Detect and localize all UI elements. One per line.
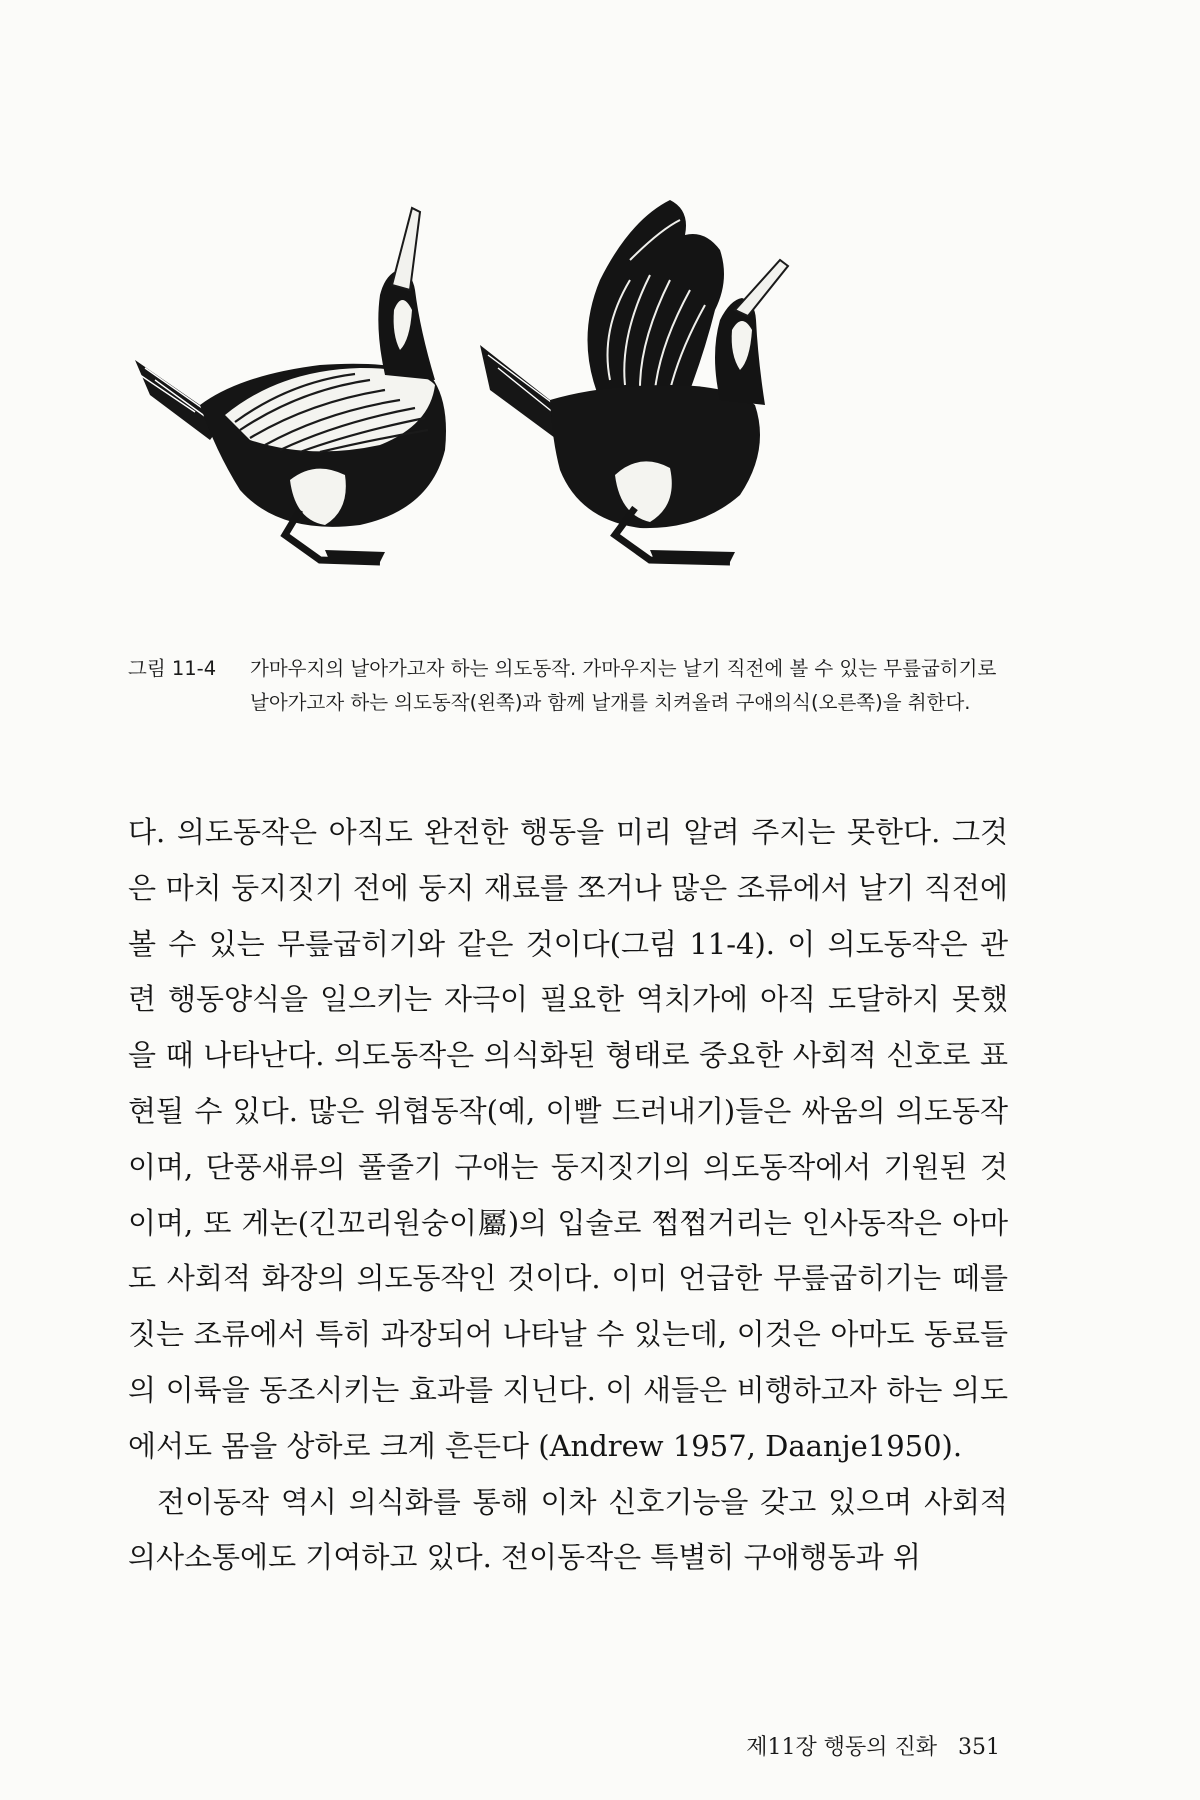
page-number: 351: [958, 1735, 1000, 1760]
paragraph: 전이동작 역시 의식화를 통해 이차 신호기능을 갖고 있으며 사회적 의사소통에도 기여하고 있다. 전이동작은 특별히 구애행동과 위: [128, 1484, 1008, 1575]
running-chapter-title: 제11장 행동의 진화: [746, 1735, 937, 1760]
page-footer: [746, 1730, 1000, 1761]
left-cormorant-drawing: [135, 208, 446, 562]
figure-caption: [128, 652, 1008, 720]
figure-label: 그림 11-4: [128, 657, 217, 680]
right-cormorant-drawing: [480, 200, 788, 562]
paragraph: 다. 의도동작은 아직도 완전한 행동을 미리 알려 주지는 못한다. 그것은 마치 둥지짓기 전에 둥지 재료를 쪼거나 많은 조류에서 날기 직전에 볼 수 있는 무릎굽히기와 같은 것이다(그림 11-4). 이 의도동작은 관련 행동양식을 일으키는 자극이 필요한 역치가에 아직 도달하지 못했을 때 나타난다. 의도동작은 의식화된 형태로 중요한 사회적 신호로 표현될 수 있다. 많은 위협동작(예, 이빨 드러내기)들은 싸움의 의도동작이며, 단풍새류의 풀줄기 구애는 둥지짓기의 의도동작에서 기원된 것이며, 또 게논(긴꼬리원숭이屬)의 입술로 쩝쩝거리는 인사동작은 아마도 사회적 화장의 의도동작인 것이다. 이미 언급한 무릎굽히기는 떼를 짓는 조류에서 특히 과장되어 나타날 수 있는데, 이것은 아마도 동료들의 이륙을 동조시키는 효과를 지닌다. 이 새들은 비행하고자 하는 의도에서도 몸을 상하로 크게 흔든다 (Andrew 1957, Daanje1950).: [128, 815, 1008, 1463]
cormorant-illustration: [130, 190, 870, 630]
figure-caption-text: 가마우지의 날아가고자 하는 의도동작. 가마우지는 날기 직전에 볼 수 있는 무릎굽히기로 날아가고자 하는 의도동작(왼쪽)과 함께 날개를 치켜올려 구애의식(오른쪽)을 취한다.: [250, 657, 997, 714]
body-text: [128, 805, 1008, 1586]
